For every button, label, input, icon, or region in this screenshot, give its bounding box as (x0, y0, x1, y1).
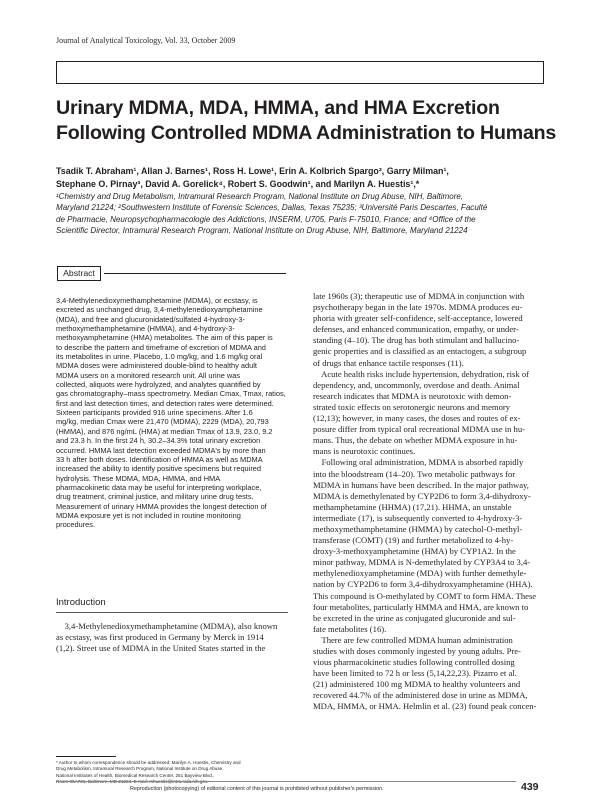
author-line: Tsadik T. Abraham¹, Allan J. Barnes¹, Ross H. Lowe¹, Erin A. Kolbrich Spargo², Garry Milman¹, (56, 166, 449, 176)
text-line: posure differ from typical oral recreational MDMA use in hu- (313, 424, 525, 435)
title-line: Urinary MDMA, MDA, HMMA, and HMA Excretion (56, 97, 500, 119)
text-line: into the bloodstream (14–20). Two metabolic pathways for (313, 468, 516, 479)
abstract-line: mg/kg, median Cmax were 21,470 (MDMA), 2229 (MDA), 20,793 (56, 417, 269, 427)
text-line: methamphetamine (HHMA) (17,21). HHMA, an unstable (313, 501, 512, 512)
text-line: methylenedioxyamphetamine (MDA) with further demethyle- (313, 568, 527, 579)
abstract-line: MDMA doses were administered double-blind to healthy adult (56, 361, 257, 371)
affiliation-line: ¹Chemistry and Drug Metabolism, Intramural Research Program, National Institute on Drug Abuse, NIH, Baltimore, (56, 192, 464, 201)
text-line: standing (4–10). The drug has both stimulant and hallucino- (313, 335, 520, 346)
text-line: dependency, and, uncommonly, overdose and death. Animal (313, 379, 520, 390)
text-line: psychotherapy began in the late 1970s. MDMA produces eu- (313, 302, 523, 313)
text-line: phoria with greater self-confidence, self-acceptance, lowered (313, 313, 523, 324)
text-line: defenses, and enhanced communication, empathy, or under- (313, 324, 519, 335)
text-line: (12,13); however, in many cases, the doses and routes of ex- (313, 413, 521, 424)
abstract-line: Sixteen participants provided 916 urine specimens. After 1.6 (56, 408, 253, 418)
affiliation-line: Scientific Director, Intramural Research Program, National Institute on Drug Abuse, NIH, Baltimore, Maryland 21224 (56, 226, 468, 236)
text-line: mans. Thus, the debate on whether MDMA exposure in hu- (313, 435, 518, 446)
text-line: (1,2). Street use of MDMA in the United States started in the (56, 643, 266, 654)
page-number: 439 (521, 781, 539, 793)
text-line: 3,4-Methylenedioxymethamphetamine (MDMA), also known (56, 621, 278, 631)
footer-rule (56, 781, 516, 782)
abstract-line: occurred. HMMA last detection exceeded MDMA's by more than (56, 445, 266, 455)
footnote-line: * Author to whom correspondence should be addressed: Marilyn A. Huestis, Chemistry and (56, 760, 241, 765)
footnote-line: Room 05A721, Baltimore, MD 21224. E-mail: mhuestis@intra.nida.nih.gov. (56, 779, 209, 785)
affiliations (56, 191, 556, 237)
abstract-line: (MDA), and free and glucuronidated/sulfated 4-hydroxy-3- (56, 314, 245, 324)
text-line: of drugs that enhance tactile responses (11). (313, 357, 464, 368)
abstract-line: excreted as unchanged drug, 3,4-methylenedioxyamphetamine (56, 305, 263, 315)
footnote-rule (56, 756, 116, 757)
abstract-line: 33 h after both doses. Identification of HMMA as well as MDMA (56, 454, 263, 464)
abstract-line: its metabolites in urine. Placebo, 1.0 mg/kg, and 1.6 mg/kg oral (56, 352, 263, 362)
journal-citation: Journal of Analytical Toxicology, Vol. 33, October 2009 (56, 36, 236, 45)
text-line: (21) administered 100 mg MDMA to healthy volunteers and (313, 679, 521, 690)
abstract-rule (104, 273, 286, 274)
text-line: MDA, HMMA, or HMA. Helmlin et al. (23) found peak concen- (313, 701, 537, 712)
text-line: MDMA is demethylenated by CYP2D6 to form 3,4-dihydroxy- (313, 490, 531, 501)
text-line: as ecstasy, was first produced in Germany by Merck in 1914 (56, 632, 264, 643)
author-list (56, 165, 556, 190)
text-line: transferase (COMT) (19) and further metabolized to 4-hy- (313, 535, 514, 546)
abstract-line: gas chromatography–mass spectrometry. Median Cmax, Tmax, ratios, (56, 389, 286, 399)
text-line: four metabolites, particularly HMMA and HMA, are known to (313, 601, 529, 612)
text-line: be excreted in the urine as conjugated glucuronide and sul- (313, 612, 516, 623)
abstract-line: (HMMA), and 876 ng/mL (HMA) at median Tmax of 13.9, 23.0, 9.2 (56, 426, 273, 436)
text-line: genic properties and is classified as an entactogen, a subgroup (313, 346, 527, 357)
introduction-heading: Introduction (56, 597, 106, 608)
text-line: studies with doses commonly ingested by young adults. Pre- (313, 646, 521, 656)
abstract-line: procedures. (56, 520, 96, 530)
text-line: fate metabolites (16). (313, 623, 387, 634)
body-column-right (313, 291, 549, 713)
abstract-line: 3,4-Methylenedioxymethamphetamine (MDMA), or ecstasy, is (56, 296, 258, 305)
header-rule-box (56, 61, 544, 84)
article-title (56, 96, 556, 146)
text-line: mans is neurotoxic continues. (313, 446, 416, 457)
text-line: intermediate (17), is subsequently converted to 4-hydroxy-3- (313, 512, 523, 523)
affiliation-line: Maryland 21224; ²Southwestern Institute of Forensic Sciences, Dallas, Texas 75235; ³Université Paris Descartes, Faculté (56, 203, 488, 213)
text-line: droxy-3-methoxyamphetamine (HMA) by CYP1A2. In the (313, 546, 516, 557)
abstract-line: and 23.3 h. In the first 24 h, 30.2–34.3% total urinary excretion (56, 436, 261, 446)
abstract-line: drug treatment, criminal justice, and military urine drug tests. (56, 492, 254, 502)
introduction-body (56, 621, 292, 654)
abstract-line: to describe the pattern and timeframe of excretion of MDMA and (56, 342, 266, 352)
text-line: research indicates that MDMA is neurotoxic with demon- (313, 390, 512, 401)
text-line: have been limited to 72 h or less (5,14,22,23). Pizarro et al. (313, 668, 517, 679)
text-line: Following oral administration, MDMA is absorbed rapidly (313, 457, 524, 468)
text-line: methoxymethamphetamine (HMMA) by catechol-O-methyl- (313, 523, 523, 534)
abstract-line: hydrolysis. These MDMA, MDA, HMMA, and HMA (56, 473, 221, 483)
copyright-notice: Reproduction (photocopying) of editorial content of this journal is prohibited without publisher's permission. (130, 786, 384, 792)
abstract-line: MDMA exposure yet is not included in routine monitoring (56, 510, 241, 520)
abstract-line: pharmacokinetic data may be useful for interpreting workplace, (56, 482, 262, 492)
text-line: recovered 44.7% of the administered dose in urine as MDMA, (313, 690, 528, 701)
text-line: MDMA in humans have been described. In the major pathway, (313, 479, 529, 490)
abstract-line: methoxyamphetamine (HMA) metabolites. The aim of this paper is (56, 333, 273, 343)
abstract-line: increased the ability to identify positive specimens but required (56, 464, 261, 474)
footnote-line: National Institutes of Health, Biomedical Research Center, 251 Bayview Blvd., (56, 772, 215, 778)
abstract-line: first and last detection times, and detection rates were determined. (56, 398, 274, 408)
text-line: Acute health risks include hypertension, dehydration, risk of (313, 368, 529, 379)
affiliation-line: de Pharmacie, Neuropsychopharmacologie des Addictions, INSERM, U705, Paris F-75010, France; and ⁴Office of the (56, 214, 476, 224)
abstract-heading: Abstract (57, 266, 101, 281)
introduction-rule (56, 612, 288, 613)
text-line: There are few controlled MDMA human administration (313, 634, 513, 645)
text-line: vious pharmacokinetic studies following controlled dosing (313, 657, 515, 668)
abstract-line: collected, aliquots were hydrolyzed, and analytes quantified by (56, 380, 261, 390)
abstract-line: Measurement of urinary HMMA provides the longest detection of (56, 501, 267, 511)
text-line: strated toxic effects on serotonergic neurons and memory (313, 401, 511, 412)
text-line: late 1960s (3); therapeutic use of MDMA in conjunction with (313, 291, 525, 301)
author-line: Stephane O. Pirnay³, David A. Gorelick⁴, Robert S. Goodwin¹, and Marilyn A. Huestis¹,* (56, 178, 420, 189)
title-line: Following Controlled MDMA Administration to Humans (56, 122, 557, 144)
abstract-line: MDMA users on a monitored research unit. All urine was (56, 370, 241, 380)
abstract-body (56, 296, 288, 530)
footnote-line: Drug Metabolism, Intramural Research Program, National Institute on Drug Abuse, (56, 766, 224, 772)
text-line: nation by CYP2D6 to form 3,4-dihydroxyamphetamine (HHA). (313, 579, 533, 590)
abstract-line: methoxymethamphetamine (HMMA), and 4-hydroxy-3- (56, 324, 235, 334)
text-line: This compound is O-methylated by COMT to form HMA. These (313, 590, 537, 601)
text-line: minor pathway, MDMA is N-demethylated by CYP3A4 to 3,4- (313, 557, 531, 568)
